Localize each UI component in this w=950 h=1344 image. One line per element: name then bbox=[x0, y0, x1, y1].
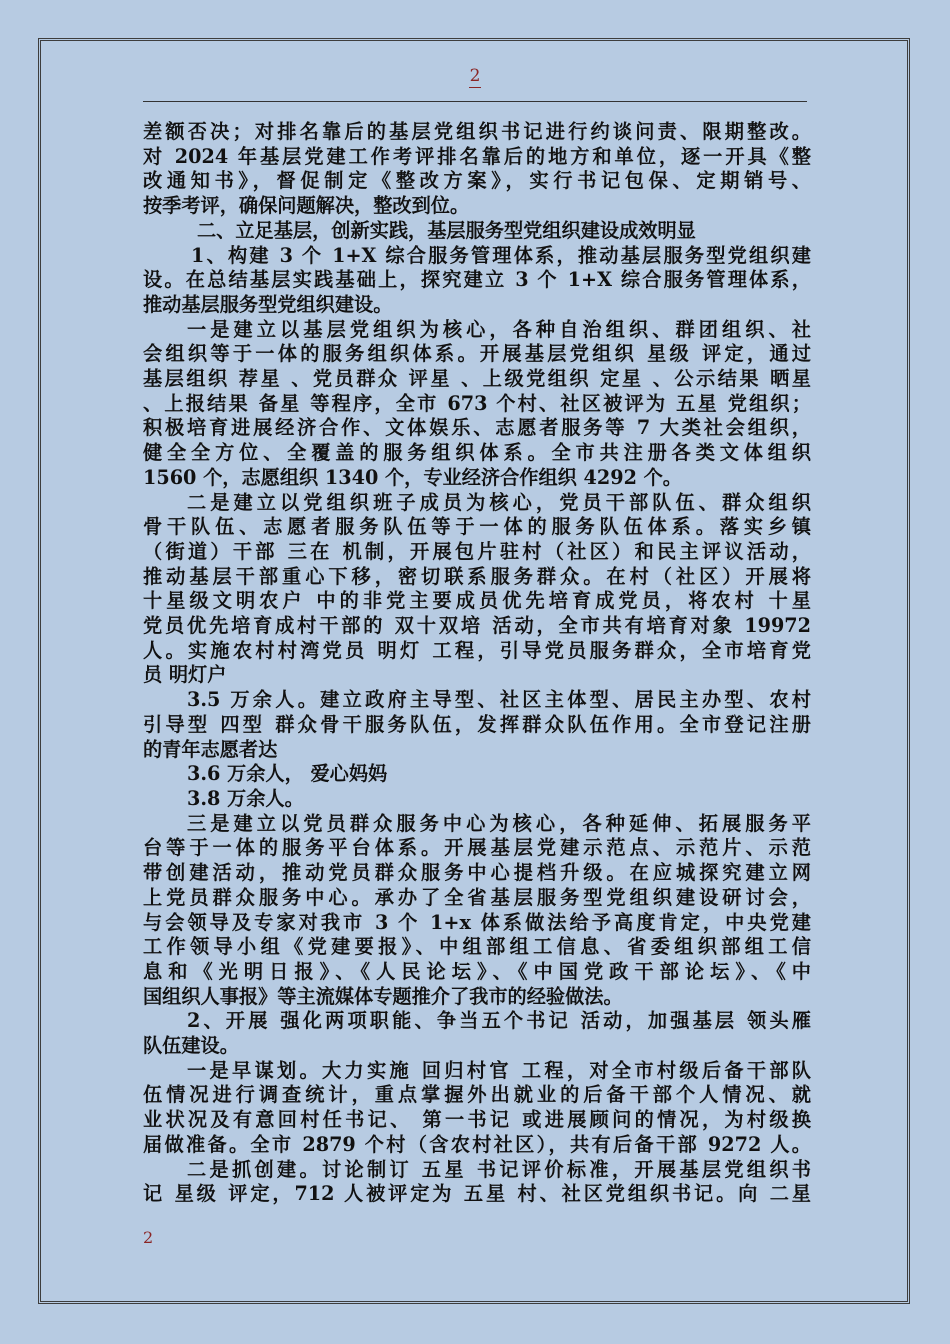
subsection-heading: 2、开展 强化两项职能、争当五个书记 活动，加强基层 领头雁 bbox=[187, 1009, 811, 1033]
text-line: （街道）干部 三在 机制，开展包片驻村（社区）和民主评议活动， bbox=[143, 539, 811, 563]
text-line: 3.6 万余人， 爱心妈妈 bbox=[187, 762, 388, 786]
text-line: 的青年志愿者达 bbox=[143, 737, 278, 761]
subsection-heading: 1、构建 3 个 1+X 综合服务管理体系，推动基层服务型党组织建 bbox=[191, 243, 811, 267]
text-line: 工作领导小组《党建要报》、中组部组工信息、省委组织部组工信 bbox=[143, 935, 811, 959]
text-line: 3.5 万余人。建立政府主导型、社区主体型、居民主办型、农村 bbox=[187, 688, 811, 712]
text-line: 引导型 四型 群众骨干服务队伍，发挥群众队伍作用。全市登记注册 bbox=[143, 712, 811, 736]
text-line: 推动基层干部重心下移，密切联系服务群众。在村（社区）开展将 bbox=[143, 564, 811, 588]
text-line: 骨干队伍、志愿者服务队伍等于一体的服务队伍体系。落实乡镇 bbox=[143, 515, 811, 539]
text-line: 1560 个，志愿组织 1340 个，专业经济合作组织 4292 个。 bbox=[143, 465, 682, 489]
text-line: 记 星级 评定，712 人被评定为 五星 村、社区党组织书记。向 二星 bbox=[143, 1182, 811, 1206]
text-line: 一是早谋划。大力实施 回归村官 工程，对全市村级后备干部队 bbox=[187, 1058, 811, 1082]
text-line: 三是建立以党员群众服务中心为核心，各种延伸、拓展服务平 bbox=[187, 811, 811, 835]
text-line: 差额否决；对排名靠后的基层党组织书记进行约谈问责、限期整改。 bbox=[143, 120, 811, 143]
text-line: 国组织人事报》等主流媒体专题推介了我市的经验做法。 bbox=[143, 984, 623, 1008]
text-line: 一是建立以基层党组织为核心，各种自治组织、群团组织、社 bbox=[187, 317, 811, 341]
text-line: 台等于一体的服务平台体系。开展基层党建示范点、示范片、示范 bbox=[143, 836, 811, 860]
text-line: 推动基层服务型党组织建设。 bbox=[143, 292, 393, 316]
text-line: 二是抓创建。讨论制订 五星 书记评价标准，开展基层党组织书 bbox=[187, 1157, 811, 1181]
text-line: 与会领导及专家对我市 3 个 1+x 体系做法给予高度肯定，中央党建 bbox=[143, 910, 811, 934]
text-line: 设。在总结基层实践基础上，探究建立 3 个 1+X 综合服务管理体系， bbox=[143, 268, 811, 292]
text-line: 二是建立以党组织班子成员为核心，党员干部队伍、群众组织 bbox=[187, 490, 811, 514]
text-line: 带创建活动，推动党员群众服务中心提档升级。在应城探究建立网 bbox=[143, 861, 811, 885]
text-line: 员 明灯户 bbox=[143, 663, 227, 687]
text-line: 息和《光明日报》、《人民论坛》、《中国党政干部论坛》、《中 bbox=[143, 959, 811, 983]
header-page-number-text: 2 bbox=[469, 66, 481, 86]
text-line: 基层组织 荐星 、党员群众 评星 、上级党组织 定星 、公示结果 晒星 bbox=[143, 367, 811, 391]
document-body bbox=[143, 120, 811, 1207]
text-line: 队伍建设。 bbox=[143, 1034, 239, 1058]
header-page-number bbox=[0, 66, 950, 86]
text-line: 十星级文明农户 中的非党主要成员优先培育成党员，将农村 十星 bbox=[143, 589, 811, 613]
text-line: 党员优先培育成村干部的 双十双培 活动，全市共有培育对象 19972 bbox=[143, 614, 811, 638]
text-line: 上党员群众服务中心。承办了全省基层服务型党组织建设研讨会， bbox=[143, 885, 811, 909]
text-line: 3.8 万余人。 bbox=[187, 786, 304, 810]
header-rule bbox=[143, 101, 807, 102]
text-line: 改通知书》，督促制定《整改方案》，实行书记包保、定期销号、 bbox=[143, 169, 811, 193]
text-line: 会组织等于一体的服务组织体系。开展基层党组织 星级 评定，通过 bbox=[143, 342, 811, 366]
text-line: 对 2024 年基层党建工作考评排名靠后的地方和单位，逐一开具《整 bbox=[143, 144, 811, 168]
text-line: 人。实施农村村湾党员 明灯 工程，引导党员服务群众，全市培育党 bbox=[143, 638, 811, 662]
text-line: 届做准备。全市 2879 个村（含农村社区），共有后备干部 9272 人。 bbox=[143, 1132, 811, 1156]
section-heading: 二、立足基层，创新实践，基层服务型党组织建设成效明显 bbox=[197, 218, 696, 242]
text-line: 按季考评，确保问题解决，整改到位。 bbox=[143, 194, 470, 218]
text-line: 积极培育进展经济合作、文体娱乐、志愿者服务等 7 大类社会组织， bbox=[143, 416, 811, 440]
text-line: 、上报结果 备星 等程序，全市 673 个村、社区被评为 五星 党组织； bbox=[143, 391, 811, 415]
footer-page-number: 2 bbox=[143, 1228, 154, 1247]
text-line: 业状况及有意回村任书记、 第一书记 或进展顾问的情况，为村级换 bbox=[143, 1108, 811, 1132]
text-line: 伍情况进行调查统计，重点掌握外出就业的后备干部个人情况、就 bbox=[143, 1083, 811, 1107]
text-line: 健全全方位、全覆盖的服务组织体系。全市共注册各类文体组织 bbox=[143, 441, 811, 465]
